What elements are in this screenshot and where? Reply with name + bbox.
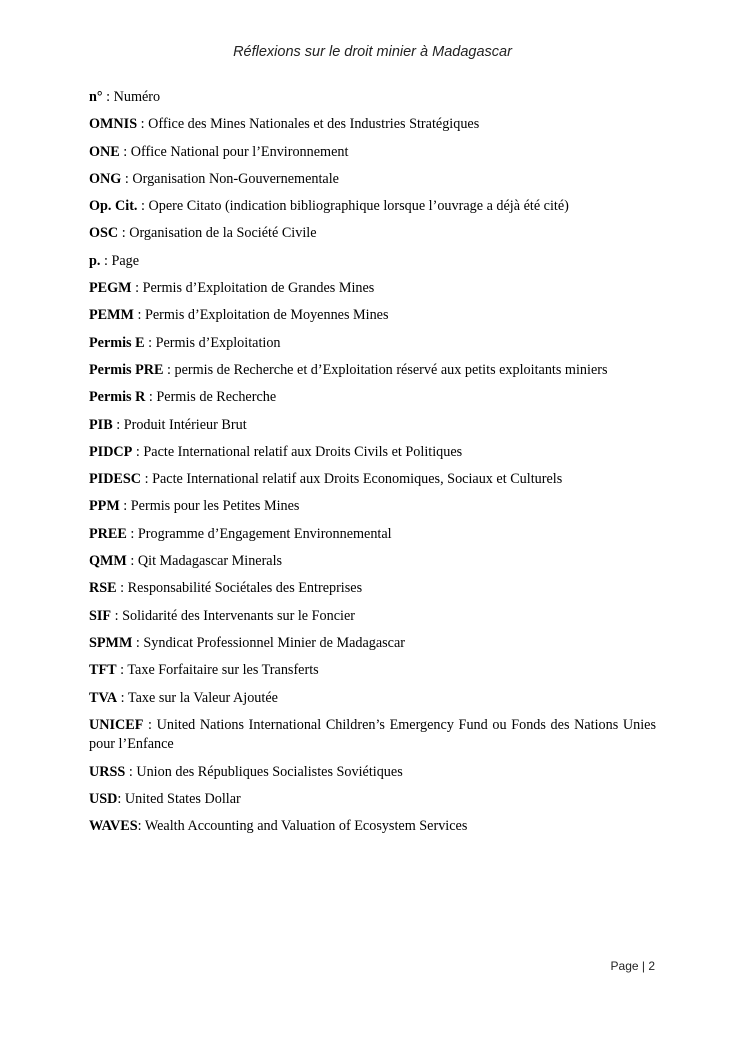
abbreviation-entry: [89, 88, 656, 108]
abbreviation-entry: [89, 763, 656, 783]
abbreviation-term: RSE: [89, 580, 117, 597]
abbreviation-term: Permis E: [89, 334, 145, 351]
abbreviation-term: WAVES: [89, 818, 138, 835]
abbreviation-definition: Taxe Forfaitaire sur les Transferts: [127, 662, 319, 679]
abbreviation-definition: Pacte International relatif aux Droits Civils et Politiques: [143, 443, 463, 460]
abbreviation-separator: :: [118, 225, 130, 242]
abbreviation-separator: :: [143, 716, 157, 733]
abbreviation-term: Op. Cit.: [89, 198, 138, 215]
abbreviation-separator: :: [133, 307, 145, 324]
abbreviation-separator: :: [116, 662, 128, 679]
abbreviation-definition: Organisation de la Société Civile: [129, 225, 317, 242]
abbreviation-separator: :: [117, 689, 128, 706]
abbreviation-definition: Permis de Recherche: [156, 389, 277, 406]
abbreviation-term: PEMM: [89, 307, 134, 324]
abbreviation-term: PREE: [89, 525, 127, 542]
abbreviation-definition: Permis d’Exploitation de Moyennes Mines: [144, 307, 389, 324]
abbreviation-term: TFT: [89, 662, 117, 679]
abbreviation-term: n°: [89, 89, 103, 105]
abbreviation-separator: :: [137, 116, 149, 133]
abbreviation-entry: [89, 817, 656, 837]
abbreviation-separator: :: [121, 170, 133, 187]
abbreviation-term: PEGM: [89, 280, 132, 297]
abbreviation-entry: [89, 661, 656, 681]
abbreviation-entry: [89, 143, 656, 163]
abbreviation-term: p.: [89, 252, 101, 269]
abbreviation-entry: [89, 579, 656, 599]
abbreviation-term: Permis R: [89, 389, 146, 406]
abbreviation-definition: Solidarité des Intervenants sur le Foncier: [122, 607, 355, 624]
abbreviation-term: ONE: [89, 143, 120, 160]
abbreviation-entry: [89, 497, 656, 517]
abbreviation-definition: United Nations International Children’s Emergency Fund ou Fonds des Nations Unies pour l’Enfance: [89, 716, 656, 753]
abbreviation-entry: [89, 279, 656, 299]
abbreviation-entry: [89, 552, 656, 572]
abbreviation-separator: :: [102, 89, 114, 105]
abbreviation-entry: [89, 197, 656, 217]
running-header-title: Réflexions sur le droit minier à Madagascar: [233, 44, 512, 60]
abbreviation-term: PIB: [89, 416, 113, 433]
abbreviation-separator: :: [141, 471, 153, 488]
abbreviation-definition: Wealth Accounting and Valuation of Ecosystem Services: [144, 818, 468, 835]
abbreviation-definition: Permis d’Exploitation de Grandes Mines: [142, 280, 375, 297]
abbreviation-term: PPM: [89, 498, 120, 515]
abbreviation-entry: [89, 306, 656, 326]
abbreviation-definition: permis de Recherche et d’Exploitation réservé aux petits exploitants miniers: [174, 361, 608, 378]
abbreviation-separator: :: [137, 198, 149, 215]
abbreviation-entry: [89, 790, 656, 810]
abbreviation-separator: :: [131, 280, 143, 297]
abbreviation-term: UNICEF: [89, 716, 144, 733]
abbreviation-list: [89, 88, 656, 845]
abbreviation-definition: Pacte International relatif aux Droits Economiques, Sociaux et Culturels: [152, 471, 563, 488]
abbreviation-definition: Produit Intérieur Brut: [123, 416, 247, 433]
abbreviation-definition: Responsabilité Sociétales des Entreprises: [127, 580, 363, 597]
abbreviation-term: TVA: [89, 689, 118, 706]
abbreviation-separator: :: [119, 143, 131, 160]
abbreviation-definition: Numéro: [113, 89, 161, 105]
abbreviation-separator: :: [112, 416, 124, 433]
abbreviation-definition: Office des Mines Nationales et des Industries Stratégiques: [148, 116, 480, 133]
abbreviation-definition: Office National pour l’Environnement: [130, 143, 349, 160]
abbreviation-entry: [89, 334, 656, 354]
abbreviation-entry: [89, 224, 656, 244]
abbreviation-entry: [89, 689, 656, 709]
abbreviation-entry: [89, 607, 656, 627]
abbreviation-term: SIF: [89, 607, 112, 624]
abbreviation-separator: :: [125, 763, 137, 780]
abbreviation-definition: Programme d’Engagement Environnemental: [137, 525, 392, 542]
abbreviation-definition: Union des Républiques Socialistes Soviétiques: [136, 763, 403, 780]
abbreviation-definition: United States Dollar: [124, 790, 241, 807]
abbreviation-separator: :: [163, 361, 175, 378]
abbreviation-entry: [89, 716, 656, 755]
abbreviation-term: PIDESC: [89, 471, 142, 488]
abbreviation-entry: [89, 361, 656, 381]
abbreviation-separator: :: [144, 334, 156, 351]
abbreviation-definition: Taxe sur la Valeur Ajoutée: [127, 689, 278, 706]
abbreviation-definition: Syndicat Professionnel Minier de Madagascar: [143, 634, 406, 651]
abbreviation-entry: [89, 115, 656, 135]
abbreviation-definition: Page: [111, 252, 140, 269]
abbreviation-term: USD: [89, 790, 118, 807]
abbreviation-separator: :: [119, 498, 131, 515]
abbreviation-term: PIDCP: [89, 443, 133, 460]
abbreviation-separator: :: [100, 252, 112, 269]
abbreviation-separator: :: [126, 553, 138, 570]
abbreviation-term: SPMM: [89, 634, 133, 651]
abbreviation-entry: [89, 416, 656, 436]
abbreviation-entry: [89, 525, 656, 545]
abbreviation-entry: [89, 470, 656, 490]
abbreviation-entry: [89, 170, 656, 190]
abbreviation-definition: Organisation Non-Gouvernementale: [132, 170, 339, 187]
abbreviation-separator: :: [145, 389, 157, 406]
abbreviation-term: OMNIS: [89, 116, 138, 133]
abbreviation-term: QMM: [89, 553, 127, 570]
page-number: Page | 2: [610, 959, 655, 973]
abbreviation-separator: :: [116, 580, 128, 597]
abbreviation-entry: [89, 634, 656, 654]
abbreviation-definition: Qit Madagascar Minerals: [137, 553, 283, 570]
abbreviation-separator: :: [137, 818, 145, 835]
abbreviation-term: URSS: [89, 763, 126, 780]
abbreviation-entry: [89, 443, 656, 463]
abbreviation-separator: :: [117, 790, 125, 807]
abbreviation-definition: Permis pour les Petites Mines: [130, 498, 300, 515]
abbreviation-definition: Permis d’Exploitation: [155, 334, 281, 351]
abbreviation-separator: :: [126, 525, 138, 542]
abbreviation-term: ONG: [89, 170, 122, 187]
abbreviation-separator: :: [111, 607, 123, 624]
abbreviation-term: Permis PRE: [89, 361, 164, 378]
abbreviation-entry: [89, 388, 656, 408]
abbreviation-definition: Opere Citato (indication bibliographique lorsque l’ouvrage a déjà été cité): [148, 198, 569, 215]
abbreviation-separator: :: [132, 634, 144, 651]
abbreviation-term: OSC: [89, 225, 119, 242]
abbreviation-entry: [89, 252, 656, 272]
abbreviation-separator: :: [132, 443, 144, 460]
